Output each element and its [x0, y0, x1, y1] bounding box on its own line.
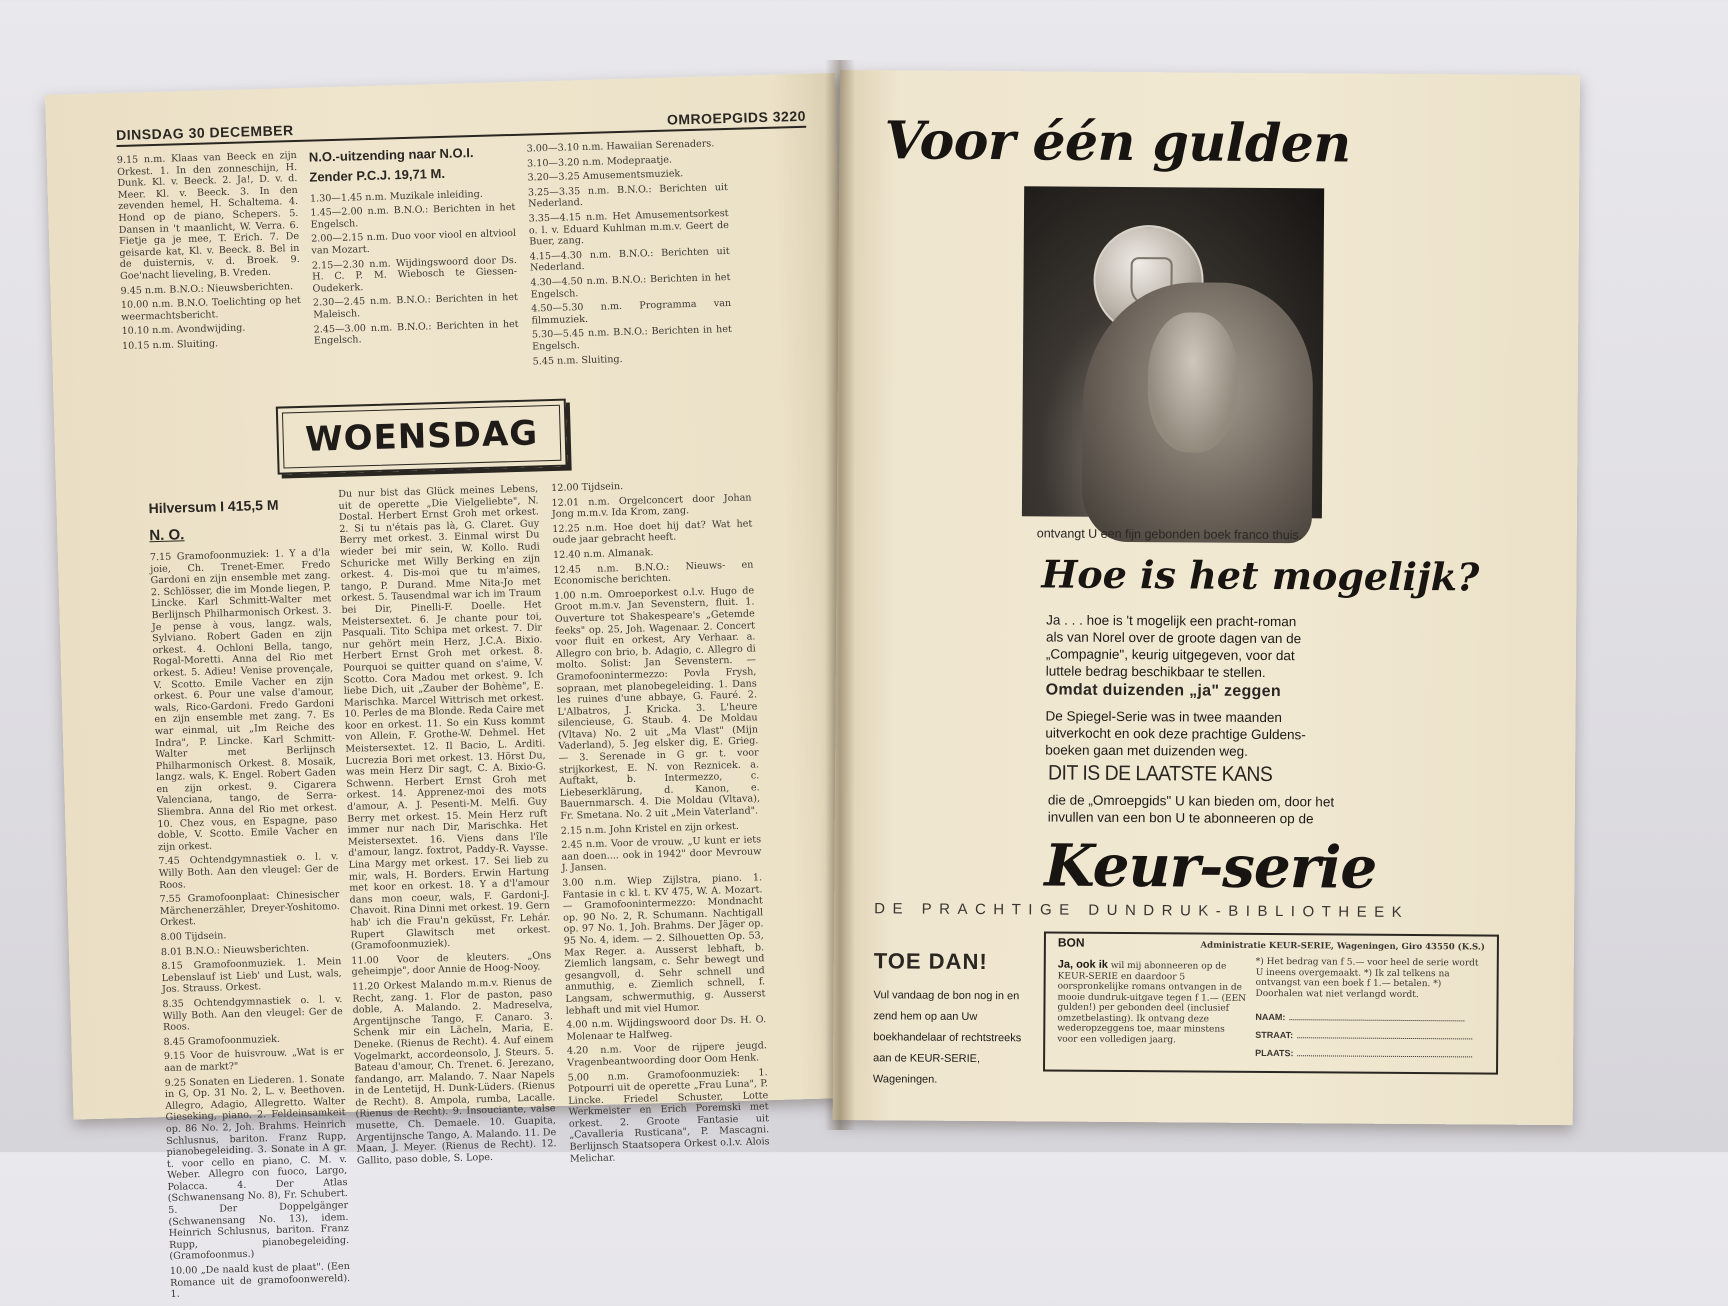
column-woensdag-3 [551, 477, 770, 1168]
program-item: 8.01 B.N.O.: Nieuwsberichten. [160, 942, 310, 958]
program-item: 2.45—3.00 n.m. B.N.O.: Berichten in het Engelsch. [313, 318, 519, 347]
order-coupon[interactable] [1043, 931, 1499, 1074]
program-item: 2.15—2.30 n.m. Wijdingswoord door Ds. H. C. P. M. Wiebosch te Giessen-Oudekerk. [311, 254, 518, 295]
program-item: 11.00 Voor de kleuters. „Ons geheimpje", door Annie de Hoog-Nooy. [351, 949, 552, 979]
program-item: 12.25 n.m. Hoe doet hij dat? Wat het oude jaar gebracht heeft. [552, 518, 753, 547]
program-item: 8.35 Ochtendgymnastiek o. l. v. Willy Both. Aan den vleugel: Ger de Roos. [162, 994, 343, 1034]
program-item: 5.30—5.45 n.m. B.N.O.: Berichten in het Engelsch. [531, 324, 732, 353]
column-woensdag-2 [338, 483, 557, 1170]
coin-in-hand-photo [1022, 186, 1324, 518]
street-label: STRAAT: [1255, 1029, 1294, 1041]
column-noi-broadcast [309, 144, 520, 350]
coupon-street-field[interactable] [1255, 1029, 1485, 1042]
woensdag-heading: WOENSDAG [276, 399, 568, 475]
program-item: 4.15—4.30 n.m. B.N.O.: Berichten uit Nederland. [529, 245, 730, 274]
ad-headline: Voor één gulden [884, 110, 1351, 175]
ad-subheading: Omdat duizenden „ja" zeggen [1045, 681, 1281, 701]
column-dinsdag-evening [117, 150, 303, 355]
brand-wordmark: Keur-serie [1044, 831, 1377, 902]
program-item: 9.15 Voor de huisvrouw. „Wat is er aan de markt?" [163, 1046, 344, 1074]
program-item: Du nur bist das Glück meines Lebens, uit de operette „Die Vielgeliebte", N. Dostal. Herbert Ernst Groh met orkest. 2. Si tu n'étais pas là, G. Claret. Guy Berry met orkest. 3. Einmal wirst Du wieder bei mir sein, W. Kollo. Rudi Schuricke met Willy Berking en zijn orkest. 4. Dis-moi que tu m'aimes, tango, P. Durand. Mme Nita-Jo met orkest. 5. Tausendmal war ich im Traum bei Dir, Pinelli-F. Doelle. Het Meistersextet. 6. Je chante pour toi, Pasquali. Tito Schipa met orkest. 7. Dir nur gehört mein Herz, J.C.A. Bixio. Herbert Ernst Groh met orkest. 8. Pourquoi se quitter quand on s'aime, V. Scotto. Cora Madou met orkest. 9. Ich liebe Dich, uit „Zauber der Bohème", E. Marischka. Marcel Wittrisch met orkest. 10. Perles de ma Blonde. Reda Caire met koor en orkest. 11. So ein Kuss kommt von Allein, F. Grothe-W. Dehmel. Het Meistersextet. 12. Il Bacio, L. Arditi. Lucrezia Bori met orkest. 13. Hörst Du, was mein Herz Dir sagt, C. A. Bixio-G. Schwenn. Herbert Ernst Groh met orkest. 14. Apprenez-moi des mots d'amour, A. J. Pesenti-M. Melfi. Guy Berry met orkest. 15. Mein Herz ruft immer nur nach Dir, Marischka. Het Meistersextet. 16. Viens dans l'île d'amour, langz. foxtrot, Paddy-R. Vaysse. Lina Margy met orkest. 17. Sei lieb zu mir, wals, H. Borders. Erwin Hartung met koor en orkest. 18. Y a d'l'amour dans mon coeur, wals, F. Gardoni-J. Chavoit. Rina Dinni met orkest. 19. Gern hab' ich die Frau'n geküsst, Fr. Lehár. Rupert Glawitsch met orkest. (Gramofoonmuziek). [338, 483, 551, 952]
left-page [45, 73, 863, 1301]
program-item: 3.20—3.25 Amusementsmuziek. [527, 168, 684, 184]
page-guide-number: OMROEPGIDS 3220 [666, 107, 807, 128]
program-item: 3.00 n.m. Wiep Zijlstra, piano. 1. Fantasie in c kl. t. KV 475, W. A. Mozart. — Gramofoonintermezzo: Mondnacht op. 90 No. 2, R. Schumann. Nachtigall op. 97 No. 1, Joh. Brahms. Der Jäger op. 95 No. 4, idem. — 2. Silhouetten Op. 53, Max Reger. a. Ausserst lebhaft, b. Ziemlich langsam, c. Sehr bewegt und gesangvoll, d. Sehr schnell und anmuthig, e. Ziemlich schnell, f. Langsam, schwermuthig, g. Ausserst lebhaft und mit viel Humor. [562, 872, 766, 1017]
program-item: 12.45 n.m. B.N.O.: Nieuws- en Economische berichten. [553, 558, 754, 588]
coupon-text: wil mij abonneeren op de KEUR-SERIE en daardoor 5 oorspronkelijke romans ontvangen in de mooie dundruk-uitgave tegen f 1.— (EEN gulden!) per gebonden deel (inclusief omzetbelasting). Ik ontvang deze wederopzeggens toe, maar minstens voor een volledigen jaarg. [1057, 960, 1247, 1045]
station-name: Hilversum I 415,5 M [148, 496, 279, 517]
ad-question: Hoe is het mogelijk? [1041, 551, 1480, 600]
program-item: 10.15 n.m. Sluiting. [121, 338, 219, 352]
ad-paragraph-1: Ja . . . hoe is 't mogelijk een pracht-roman als van Norel over de groote dagen van de „Compagnie", keurig uitgegeven, voor dat luttele bedrag beschikbaar te stellen. [1045, 612, 1302, 680]
program-item: 9.15 n.m. Klaas van Beeck en zijn Orkest. 1. In den zonneschijn, H. Dunk. Kl. v. Beeck. 2. Ja!, D. v. d. Meer. Kl. v. Beeck. 3. In den zevenden hemel, H. Schaltema. 4. Hond op de piano, Schepers. 5. Dansen in 't maanlicht, W. Verra. 6. Fietje ga je mee, T. Erich. 7. De geisarde kat, Kl. v. Beeck. 8. Bel in de duisternis, v. d. Broek. 9. Goe'nacht lieveling, B. Vreden. [116, 149, 300, 282]
program-item: 1.45—2.00 n.m. B.N.O.: Berichten in het Engelsch. [310, 202, 516, 231]
program-item: 3.35—4.15 n.m. Het Amusementsorkest o. l. v. Eduard Kuhlman m.m.v. Geert de Buer, zang. [528, 207, 730, 248]
photo-caption: ontvangt U een fijn gebonden boek franco thuis. [1036, 526, 1303, 543]
program-item: 7.55 Gramofoonplaat: Chinesischer Märchenerzähler, Dreyer-Yoshitomo. Orkest. [159, 889, 340, 929]
program-item: 9.25 Sonaten en Liederen. 1. Sonate in G, Op. 31 No. 2, L. v. Beethoven. Allegro, Adagio, Allegretto. Walter Gieseking, piano. 2. Feldeinsamkeit op. 86 No. 2, Joh. Brahms. Heinrich Schlusnus, bariton. Franz Rupp, pianobegeleiding. 3. Sonate in A gr. t. voor cello en piano, C. M. v. Weber. Allegro con fuoco, Largo, Polacca. 4. Der Atlas (Schwanensang No. 8), Fr. Schubert. 5. Der Doppelgänger (Schwanensang No. 13), idem. Heinrich Schlusnus, bariton. Franz Rupp, pianobegeleiding. (Gramofoonmus.) [164, 1072, 350, 1263]
coupon-label: BON [1057, 935, 1085, 950]
noi-title: N.O.-uitzending naar N.O.I. [308, 145, 474, 165]
page-day: DINSDAG 30 DECEMBER [115, 122, 294, 144]
ad-paragraph-2: De Spiegel-Serie was in twee maanden uitverkocht en ook deze prachtige Guldens-boeken gaan met duizenden weg. [1045, 708, 1306, 759]
program-item: 7.15 Gramofoonmuziek: 1. Y a d'la joie, Ch. Trenet-Emer. Fredo Gardoni en zijn ensemble met zang. 2. Schlösser, die im Monde liegen, P. Lincke. Karl Schmitt-Walter met Berlijnsch Philharmonisch Orkest. 3. Je pense à vous, langz. wals, Sylviano. Robert Gaden en zijn orkest. 4. Ochloni Bella, tango, Rogal-Moretti. Anna del Rio met orkest. 5. Adieu! Venise provençale, V. Scotto. Emile Vacher en zijn orkest. 6. Pour une valse d'amour, wals, Rico-Gardoni. Fredo Gardoni en zijn ensemble met zang. 7. Es war einmal, uit „Im Reiche des Indra", P. Lincke. Karl Schmitt-Walter met Berlijnsch Philharmonisch Orkest. 8. Mosaik, langz. wals, K. Engel. Robert Gaden en zijn orkest. 9. Cigarera Valenciana, tango, de Serra-Sliembra. Anna del Rio met orkest. 10. Chez vous, en Espagne, paso doble, V. Scotto. Emile Vacher en zijn orkest. [149, 547, 338, 853]
noi-subtitle: Zender P.C.J. 19,71 M. [309, 165, 446, 185]
coupon-body [1057, 960, 1248, 1046]
program-item: 9.45 n.m. B.N.O.: Nieuwsberichten. [120, 280, 294, 297]
program-item: 8.00 Tijdsein. [160, 930, 227, 944]
ad-paragraph-4: Vul vandaag de bon nog in en zend hem op aan Uw boekhandelaar of rechtstreeks aan de KEUR-SERIE, Wageningen. [872, 989, 1022, 1086]
program-item: 3.10—3.20 n.m. Modepraatje. [526, 154, 673, 170]
column-woensdag-1 [150, 547, 351, 1304]
program-item: 1.30—1.45 n.m. Muzikale inleiding. [309, 188, 483, 205]
program-item: 4.30—4.50 n.m. B.N.O.: Berichten in het Engelsch. [530, 271, 731, 301]
station-sub: N. O. [149, 526, 185, 545]
program-item: 4.20 n.m. Voor de rijpere jeugd. Vragenbeantwoording door Oom Henk. [566, 1040, 767, 1069]
coupon-admin: Administratie KEUR-SERIE, Wageningen, Giro 43550 (K.S.) [1200, 940, 1485, 953]
ad-last-chance: DIT IS DE LAATSTE KANS [1048, 761, 1273, 787]
program-item: 8.15 Gramofoonmuziek. 1. Mein Lebenslauf ist Lieb' und Lust, wals, Jos. Strauss. Orkest. [161, 956, 342, 996]
city-label: PLAATS: [1255, 1047, 1294, 1059]
program-item: 7.45 Ochtendgymnastiek o. l. v. Willy Both. Aan den vleugel: Ger de Roos. [158, 851, 339, 891]
program-item: 10.00 n.m. B.N.O. Toelichting op het weermachtsbericht. [120, 295, 301, 323]
program-item: 8.45 Gramofoonmuziek. [163, 1033, 281, 1048]
program-item: 2.30—2.45 n.m. B.N.O.: Berichten in het Maleisch. [312, 292, 518, 321]
brand-tagline: DE PRACHTIGE DUNDRUK-BIBLIOTHEEK [874, 900, 1410, 921]
thumb-illustration [1147, 312, 1238, 453]
program-item: 2.00—2.15 n.m. Duo voor viool en altviool van Mozart. [310, 228, 517, 257]
program-item: 5.00 n.m. Gramofoonmuziek: 1. Potpourri uit de operette „Frau Luna", P. Lincke. Friedel Schuster, Lotte Werkmeister en Erich Poremski met orkest. 2. Groote Fantasie uit „Cavalleria Rusticana", P. Mascagni. Berlijnsch Staatsopera Orkest o.l.v. Alois Melichar. [567, 1066, 770, 1165]
program-item: 12.40 n.m. Almanak. [552, 547, 654, 561]
coupon-options: *) Het bedrag van f 5.— voor heel de serie wordt U ineens overgemaakt. *) Ik zal telkens na ontvangst van een boek f 1.— betalen. *) Doorhalen wat niet verlangd wordt. [1255, 956, 1479, 1000]
program-item: 4.00 n.m. Wijdingswoord door Ds. H. O. Molenaar te Halfweg. [566, 1014, 767, 1043]
program-item: 4.50—5.30 n.m. Programma van filmmuziek. [531, 298, 732, 327]
program-item: 2.45 n.m. Voor de vrouw. „U kunt er iets aan doen.... ook in 1942" door Mevrouw J. Jansen. [561, 834, 762, 875]
ad-paragraph-3: die de „Omroepgids" U kan bieden om, door het invullen van een bon U te abonneeren op de [1047, 792, 1335, 827]
coupon-city-field[interactable] [1255, 1047, 1485, 1060]
coupon-name-field[interactable] [1255, 1011, 1485, 1024]
program-item: 12.00 Tijdsein. [551, 481, 624, 495]
program-item: 11.20 Orkest Malando m.m.v. Rienus de Recht, zang. 1. Flor de paston, paso doble, A. Malando. 2. Madreselva, Argentijnsche Tango, F. Canaro. 3. Schenk mir ein Lächeln, Maria, E. Deneke. (Rienus de Recht). 4. Auf einem Vogelmarkt, accordeonsolo, J. Steurs. 5. Bateau d'amour, Ch. Trenet. 6. Jerezano, fandango, arr. Malando. 7. Naar Napels in de Lentetijd, H. Dunk-Lüders. (Rienus de Recht). 8. Ampola, rumba, Lacalle. (Rienus de Recht). 9. Insouciante, valse musette, Ch. Demaele. 10. Guapita, Argentijnsche Tango, A. Malando. 11. De Maan, J. Meyer. (Rienus de Recht). 12. Gallito, paso doble, S. Lope. [351, 976, 557, 1167]
column-noi-continued [527, 138, 733, 371]
program-item: 3.00—3.10 n.m. Hawaiian Serenaders. [526, 138, 715, 155]
program-item: 2.15 n.m. John Kristel en zijn orkest. [560, 820, 740, 837]
call-to-action: TOE DAN! [873, 948, 988, 975]
program-item: 10.10 n.m. Avondwijding. [121, 322, 246, 338]
coupon-lead: Ja, ook ik [1057, 958, 1108, 971]
program-item: 12.01 n.m. Orgelconcert door Johan Jong m.m.v. Ida Krom, zang. [551, 492, 752, 521]
program-item: 1.00 n.m. Omroeporkest o.l.v. Hugo de Groot m.m.v. Jan Sevenstern, fluit. 1. Ouverture tot Shakespeare's „Getemde feeks" op. 25, Joh. Wagenaar. 2. Concert voor fluit en orkest, Ary Verhaar. a. Allegro con brio, b. Adagio, c. Allegro di molto. Solist: Jan Sevenstern. — Gramofoonintermezzo: Povla Frysh, sopraan, met planobegeleiding. 1. Dans les ruines d'une abbaye, G. Fauré. 2. L'Albatros, J. Kricka. 3. L'heure silencieuse, G. Staub. 4. De Moldau (Vltava) No. 2 uit „Ma Vlast" (Mijn Vaderland), 5. Jeg elsker dig, E. Grieg. — 3. Serenade in G gr. t. voor strijkorkest, E. N. von Reznicek. a. Auftakt, b. Intermezzo, c. Liebeserklärung, d. Kanon, e. Bauernmarsch. 4. Die Moldau (Vltava), Fr. Smetana. No. 2 uit „Mein Vaterland". [554, 585, 761, 822]
right-page-advertisement [833, 70, 1580, 1125]
name-label: NAAM: [1255, 1011, 1286, 1023]
program-item: 5.45 n.m. Sluiting. [532, 353, 623, 367]
program-item: 10.00 „De naald kust de plaat". (Een Romance uit de gramofoonwereld). 1. [169, 1260, 351, 1301]
program-item: 3.25—3.35 n.m. B.N.O.: Berichten uit Nederland. [527, 181, 728, 210]
